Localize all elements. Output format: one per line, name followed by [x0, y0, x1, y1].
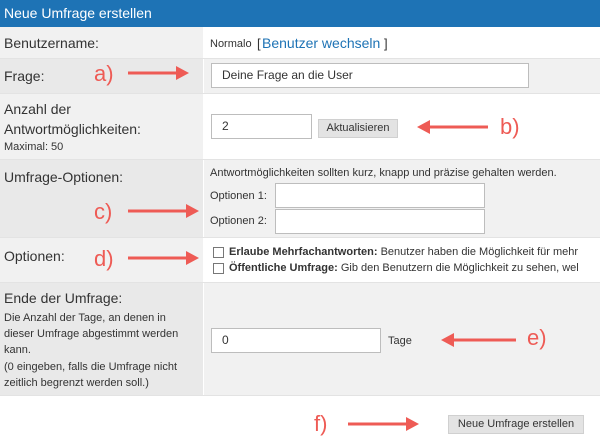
arrow-e-icon — [440, 332, 518, 348]
arrow-f-icon — [346, 416, 420, 432]
username-bracket-close: ] — [384, 36, 388, 51]
option1-input[interactable] — [275, 183, 485, 208]
page-title: Neue Umfrage erstellen — [0, 0, 600, 27]
answer-count-label-line1: Anzahl der — [4, 101, 71, 117]
public-poll-text — [229, 262, 579, 274]
poll-options-row — [0, 160, 600, 238]
option1-label: Optionen 1: — [210, 190, 267, 202]
option2-label: Optionen 2: — [210, 215, 267, 227]
multi-answer-bold: Erlaube Mehrfachantworten: — [229, 246, 378, 258]
username-label: Benutzername: — [4, 35, 99, 51]
end-desc-1: Die Anzahl der Tage, an denen in — [4, 312, 166, 324]
multi-answer-checkbox[interactable] — [213, 247, 224, 258]
username-row — [0, 27, 600, 59]
end-days-unit: Tage — [388, 335, 412, 347]
multi-answer-desc: Benutzer haben die Möglichkeit für mehr — [377, 246, 579, 258]
multi-answer-text — [229, 246, 578, 258]
annotation-f: f) — [314, 411, 328, 436]
end-label: Ende der Umfrage: — [4, 290, 123, 306]
question-row — [0, 59, 600, 94]
switch-user-link[interactable]: Benutzer wechseln — [262, 35, 381, 51]
annotation-b: b) — [500, 114, 520, 139]
arrow-c-icon — [126, 203, 200, 219]
question-input[interactable]: Deine Frage an die User — [211, 63, 529, 88]
arrow-b-icon — [416, 119, 490, 135]
poll-options-label: Umfrage-Optionen: — [4, 169, 124, 185]
options-label: Optionen: — [4, 248, 65, 264]
arrow-d-icon — [126, 250, 200, 266]
end-days-input[interactable]: 0 — [211, 328, 381, 353]
end-desc-3: kann. — [4, 344, 31, 356]
answer-count-max: Maximal: 50 — [4, 141, 64, 153]
option2-input[interactable] — [275, 209, 485, 234]
annotation-e: e) — [527, 325, 547, 350]
end-desc-5: zeitlich begrenzt werden soll.) — [4, 377, 149, 389]
public-poll-bold: Öffentliche Umfrage: — [229, 262, 338, 274]
end-desc-2: dieser Umfrage abgestimmt werden — [4, 328, 179, 340]
annotation-c: c) — [94, 199, 113, 224]
annotation-d: d) — [94, 246, 114, 271]
update-button[interactable]: Aktualisieren — [318, 119, 398, 138]
public-poll-checkbox[interactable] — [213, 263, 224, 274]
answer-count-label-line2: Antwortmöglichkeiten: — [4, 121, 141, 137]
arrow-a-icon — [126, 65, 190, 81]
options-row — [0, 238, 600, 283]
annotation-a: a) — [94, 61, 114, 86]
public-poll-desc: Gib den Benutzern die Möglichkeit zu sehen, wel — [337, 262, 579, 274]
username-value: Normalo — [210, 38, 252, 50]
create-poll-button[interactable]: Neue Umfrage erstellen — [448, 415, 584, 434]
end-desc-4: (0 eingeben, falls die Umfrage nicht — [4, 361, 178, 373]
username-bracket-open: [ — [257, 36, 261, 51]
question-label: Frage: — [4, 68, 45, 84]
poll-options-hint: Antwortmöglichkeiten sollten kurz, knapp und präzise gehalten werden. — [210, 167, 557, 179]
answer-count-input[interactable]: 2 — [211, 114, 312, 139]
